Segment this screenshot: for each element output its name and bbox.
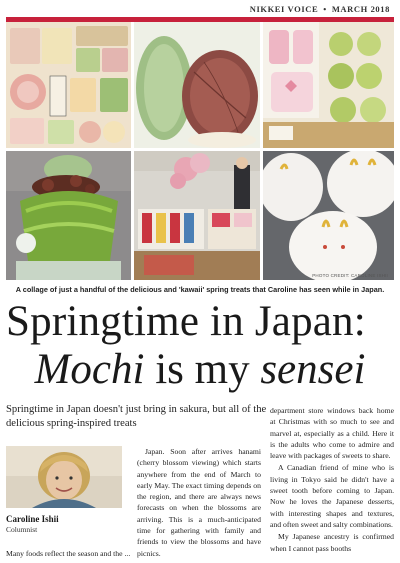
photo-store-display <box>134 151 260 280</box>
photo-wagashi-box <box>6 22 131 148</box>
body-paragraph: department store windows back home at Christmas with so much to see and marvel at, especially as a child. Here it is the adults who come to admire and leave with packages of sweets to share. <box>270 406 394 461</box>
body-column-b <box>270 405 394 554</box>
issue-date: MARCH 2018 <box>331 4 390 14</box>
headline-middle: is my <box>144 346 261 393</box>
body-paragraph: A Canadian friend of mine who is living in Tokyo said he didn't have a sweet tooth before coming to Japan. Now he loves the Japanese desserts, with interesting shapes and textures, and often sweet and salty combinations. <box>270 463 394 529</box>
sakura-mochi-image <box>134 22 260 148</box>
headline-mochi: Mochi <box>34 346 145 393</box>
author-role: Columnist <box>6 525 38 534</box>
header-separator: • <box>323 4 327 14</box>
page-header <box>200 4 390 18</box>
photo-credit: PHOTO CREDIT: CAROLINE ISHII <box>312 273 388 278</box>
photo-sakura-mochi <box>134 22 260 148</box>
article-deck: Springtime in Japan doesn't just bring in sakura, but all of the delicious spring-inspired treats <box>6 404 267 429</box>
photo-shaved-ice <box>6 151 131 280</box>
body-paragraph: Japan. Soon after arrives hanami (cherry blossom viewing) which starts anywhere from the end of March to early May. The exact timing depends on the region, and there are always news forecasts on when the blossoms are arriving. This is a much-anticipated time for gathering with family and friends to view the blossoms and have picnics. <box>137 447 261 558</box>
headline-line-2 <box>0 348 400 392</box>
author-photo <box>6 446 122 508</box>
headline-line-1: Springtime in Japan: <box>6 298 366 345</box>
shaved-ice-image <box>6 151 131 280</box>
spring-sweets-image <box>263 22 394 148</box>
body-continuation: Many foods reflect the season and the ... <box>6 549 131 558</box>
author-name: Caroline Ishii <box>6 514 59 524</box>
photo-bunny-mochi <box>263 151 394 280</box>
photo-caption: A collage of just a handful of the delicious and 'kawaii' spring treats that Caroline has seen while in Japan. <box>15 285 385 294</box>
author-portrait-image <box>6 446 122 508</box>
bunny-mochi-image <box>263 151 394 280</box>
publication-name: NIKKEI VOICE <box>249 4 319 14</box>
body-paragraph: My Japanese ancestry is confirmed when I cannot pass booths <box>270 532 394 553</box>
store-display-image <box>134 151 260 280</box>
photo-collage <box>6 22 394 280</box>
wagashi-box-image <box>6 22 131 148</box>
photo-spring-sweets <box>263 22 394 148</box>
headline-sensei: sensei <box>260 346 366 393</box>
body-column-a <box>137 446 261 559</box>
